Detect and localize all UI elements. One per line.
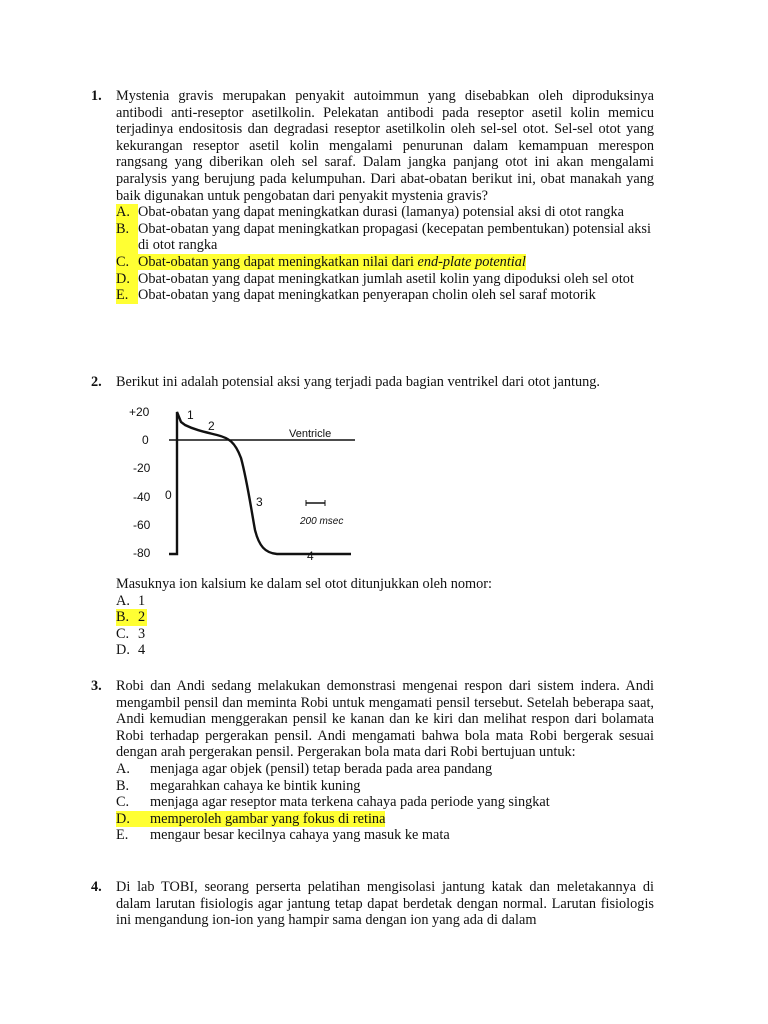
option-b <box>116 778 654 795</box>
option-label: B. <box>116 609 130 626</box>
phase-label: 0 <box>165 488 172 502</box>
question-text: Di lab TOBI, seorang perserta pelatihan mengisolasi jantung katak dan meletakannya di dalam larutan fisiologis agar jantung tetap dapat berdetak dengan normal. Larutan fisiologis ini mengandung ion-ion yang hampir sama dengan ion yang ada di dalam <box>116 879 654 929</box>
option-c <box>116 254 654 271</box>
question-number: 3. <box>91 678 102 694</box>
option-b <box>116 221 654 254</box>
question-2-prompt <box>92 576 654 659</box>
ventricle-label: Ventricle <box>289 428 332 440</box>
option-text: 1 <box>138 592 146 609</box>
option-text: mengaur besar kecilnya cahaya yang masuk ke mata <box>150 827 450 844</box>
option-text: Obat-obatan yang dapat meningkatkan penyerapan cholin oleh sel saraf motorik <box>138 287 596 304</box>
question-number: 1. <box>91 88 102 104</box>
option-label: A. <box>116 760 130 777</box>
option-list <box>116 204 654 304</box>
question-number: 4. <box>91 879 102 895</box>
y-tick-label: 0 <box>142 433 149 447</box>
option-text: Obat-obatan yang dapat meningkatkan propagasi (kecepatan pembentukan) potensial aksi di otot rangka <box>138 220 651 254</box>
question-text: Mystenia gravis merupakan penyakit autoimmun yang disebabkan oleh diproduksinya antibodi anti-reseptor asetilkolin. Pelekatan antibodi pada reseptor asetil kolin memicu terjadinya endositosis dan degradasi reseptor asetilkolin oleh sel-sel otot. Sel-sel otot yang kekurangan reseptor asetil kolin mengalami penurunan dalam kemampuan merespon rangsang yang diberikan oleh sel saraf. Dalam jangka panjang otot ini akan mengalami paralysis yang berujung pada kelumpuhan. Dari abat-obatan berikut ini, obat manakah yang baik digunakan untuk pengobatan dari penyakit mystenia gravis? <box>116 88 654 204</box>
option-b <box>116 609 654 626</box>
question-number: 2. <box>91 374 102 390</box>
option-label: D. <box>116 642 130 659</box>
phase-label: 2 <box>208 419 215 433</box>
option-label: D. <box>116 271 138 288</box>
option-a <box>116 593 654 610</box>
action-potential-figure <box>125 402 365 572</box>
y-tick-label: -80 <box>133 546 151 560</box>
question-subtext: Masuknya ion kalsium ke dalam sel otot ditunjukkan oleh nomor: <box>116 576 493 592</box>
question-2 <box>92 374 654 391</box>
question-4 <box>92 879 654 929</box>
option-list <box>116 593 654 659</box>
y-tick-label: -20 <box>133 461 151 475</box>
option-label: D. <box>116 810 130 827</box>
option-label: E. <box>116 287 138 304</box>
option-label: C. <box>116 254 138 271</box>
option-text-italic: end-plate potential <box>417 253 526 270</box>
option-text <box>138 254 654 271</box>
question-3 <box>92 678 654 844</box>
question-1 <box>92 88 654 304</box>
option-text: megarahkan cahaya ke bintik kuning <box>150 777 361 794</box>
time-scale-label: 200 msec <box>300 516 344 527</box>
question-text: Berikut ini adalah potensial aksi yang terjadi pada bagian ventrikel dari otot jantung. <box>116 374 600 390</box>
phase-label: 1 <box>187 408 194 422</box>
option-label: A. <box>116 592 130 609</box>
option-list <box>116 761 654 844</box>
option-text: memperoleh gambar yang fokus di retina <box>150 810 386 827</box>
option-label: C. <box>116 625 130 642</box>
option-d <box>116 271 654 288</box>
option-label: E. <box>116 827 129 844</box>
option-label: A. <box>116 204 138 221</box>
option-e <box>116 287 654 304</box>
option-text: menjaga agar objek (pensil) tetap berada pada area pandang <box>150 760 493 777</box>
option-text: Obat-obatan yang dapat meningkatkan jumlah asetil kolin yang dipoduksi oleh sel otot <box>138 270 634 287</box>
option-label: B. <box>116 221 138 254</box>
option-text: 3 <box>138 625 146 642</box>
y-tick-label: -60 <box>133 518 151 532</box>
y-tick-label: -40 <box>133 490 151 504</box>
option-label: C. <box>116 794 130 811</box>
phase-label: 3 <box>256 495 263 509</box>
option-text: 2 <box>138 609 146 626</box>
option-d <box>116 811 654 828</box>
option-text: menjaga agar reseptor mata terkena cahaya pada periode yang singkat <box>150 794 550 811</box>
option-a <box>116 204 654 221</box>
option-e <box>116 827 654 844</box>
phase-label: 4 <box>307 549 314 563</box>
option-text-main: Obat-obatan yang dapat meningkatkan nilai dari <box>138 253 418 270</box>
option-text: 4 <box>138 642 146 659</box>
option-a <box>116 761 654 778</box>
option-d <box>116 642 654 659</box>
option-c <box>116 794 654 811</box>
y-tick-label: +20 <box>129 405 150 419</box>
option-c <box>116 626 654 643</box>
option-text: Obat-obatan yang dapat meningkatkan durasi (lamanya) potensial aksi di otot rangka <box>138 204 624 221</box>
question-text: Robi dan Andi sedang melakukan demonstrasi mengenai respon dari sistem indera. Andi mengambil pensil dan meminta Robi untuk mengamati pensil tersebut. Setelah beberapa saat, Andi kemudian menggerakan pensil ke kanan dan ke kiri dan melihat respon dari bolamata Robi terhadap pergerakan pensil. Andi mengamati bahwa bola mata Robi bergerak sesuai dengan arah pergerakan pensil. Pergerakan bola mata dari Robi bertujuan untuk: <box>116 678 654 761</box>
option-label: B. <box>116 777 130 794</box>
